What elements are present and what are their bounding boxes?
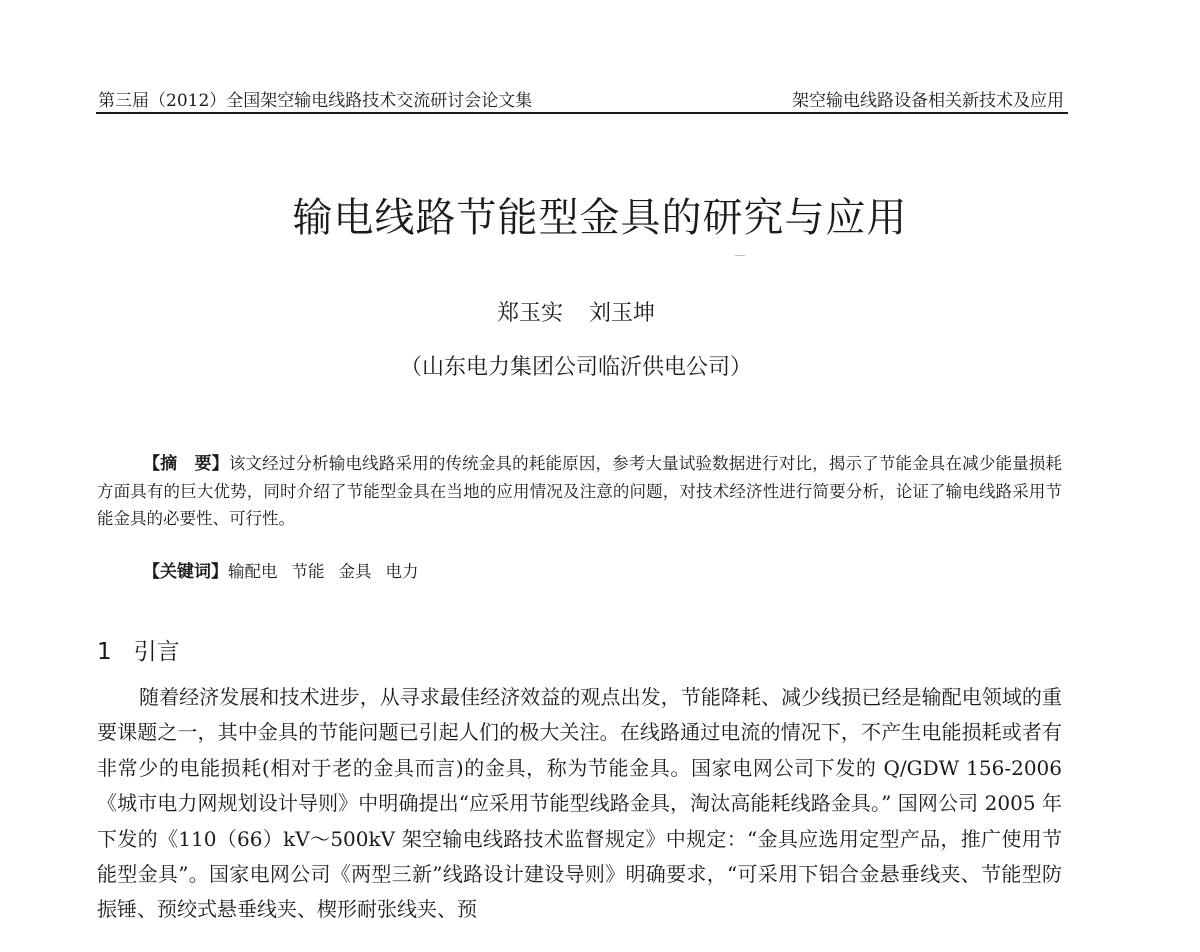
section-number: 1 xyxy=(97,639,112,665)
keywords-label: 【关键词】 xyxy=(143,562,228,582)
section-title: 引言 xyxy=(133,639,180,665)
abstract xyxy=(97,450,1062,532)
paper-title: 输电线路节能型金具的研究与应用 xyxy=(292,195,908,241)
author-name: 郑玉实 xyxy=(496,301,563,326)
keyword-item: 输配电 xyxy=(228,562,278,581)
keyword-item: 电力 xyxy=(385,562,419,581)
running-header xyxy=(96,82,1068,114)
abstract-label: 【摘 要】 xyxy=(143,454,229,474)
running-header-left: 第三届（2012）全国架空输电线路技术交流研讨会论文集 xyxy=(98,91,533,111)
section-heading xyxy=(97,633,180,666)
keyword-item: 节能 xyxy=(291,562,325,581)
running-header-right: 架空输电线路设备相关新技术及应用 xyxy=(792,91,1064,111)
author-name: 刘玉坤 xyxy=(589,301,656,326)
keyword-item: 金具 xyxy=(338,562,372,581)
author-affiliation: （山东电力集团公司临沂供电公司） xyxy=(399,355,752,380)
author-list xyxy=(0,296,1152,327)
body-paragraph: 随着经济发展和技术进步，从寻求最佳经济效益的观点出发，节能降耗、减少线损已经是输配电领域的重要课题之一，其中金具的节能问题已引起人们的极大关注。在线路通过电流的情况下，不产生电能损耗或者有非常少的电能损耗(相对于老的金具而言)的金具，称为节能金具。国家电网公司下发的 Q/GDW 156-2006《城市电力网规划设计导则》中明确提出“应采用节能型线路金具，淘汰高能耗线路金具。” 国网公司 2005 年下发的《110（66）kV～500kV 架空输电线路技术监督规定》中规定：“金具应选用定型产品，推广使用节能型金具”。国家电网公司《两型三新”线路设计建设导则》明确要求，“可采用下铝合金悬垂线夹、节能型防振锤、预绞式悬垂线夹、楔形耐张线夹、预 xyxy=(97,685,1062,922)
keywords xyxy=(97,559,1062,585)
scan-mark xyxy=(735,255,745,256)
abstract-text: 该文经过分析输电线路采用的传统金具的耗能原因，参考大量试验数据进行对比，揭示了节能金具在减少能量损耗方面具有的巨大优势，同时介绍了节能型金具在当地的应用情况及注意的问题，对技术经济性进行简要分析，论证了输电线路采用节能金具的必要性、可行性。 xyxy=(97,454,1063,528)
